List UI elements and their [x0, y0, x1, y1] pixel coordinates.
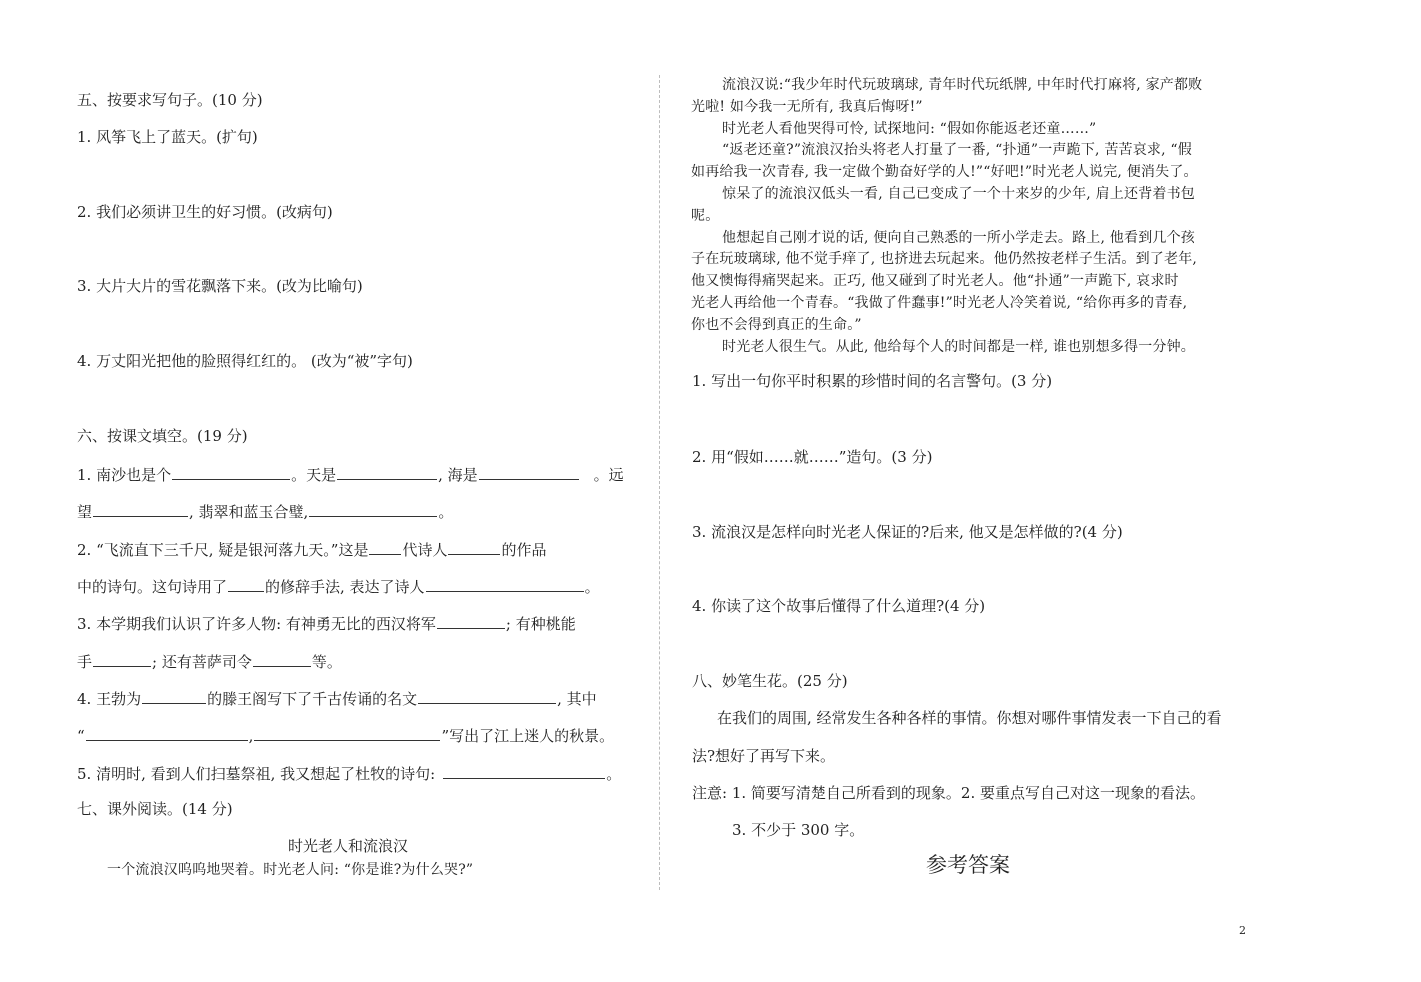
blank[interactable]: [93, 650, 151, 667]
blank[interactable]: [443, 762, 605, 779]
section5-heading: 五、按要求写句子。(10 分): [77, 91, 263, 109]
blank[interactable]: [309, 500, 437, 517]
blank[interactable]: [142, 687, 206, 704]
s5-item-2: 2. 我们必须讲卫生的好习惯。(改病句): [77, 203, 333, 221]
s6-q2-line2: 中的诗句。这句诗用了 的修辞手法, 表达了诗人 。: [77, 575, 600, 597]
blank[interactable]: [93, 500, 188, 517]
blank[interactable]: [253, 650, 311, 667]
s7-question-2: 2. 用“假如……就……”造句。(3 分): [692, 448, 933, 466]
s6-q3-line2: 手 ; 还有菩萨司令 等。: [77, 650, 342, 672]
s6-q5-line1: 5. 清明时, 看到人们扫墓祭祖, 我又想起了杜牧的诗句: 。: [77, 762, 621, 784]
blank[interactable]: [172, 463, 290, 480]
left-column: [0, 0, 660, 982]
blank[interactable]: [448, 538, 500, 555]
blank[interactable]: [479, 463, 579, 480]
section8-heading: 八、妙笔生花。(25 分): [692, 672, 848, 690]
blank[interactable]: [337, 463, 437, 480]
right-column: [662, 0, 1421, 982]
s7-question-3: 3. 流浪汉是怎样向时光老人保证的?后来, 他又是怎样做的?(4 分): [692, 523, 1123, 541]
s8-prompt-line2: 法?想好了再写下来。: [692, 747, 836, 765]
section6-heading: 六、按课文填空。(19 分): [77, 427, 248, 445]
blank[interactable]: [254, 724, 440, 741]
s6-q3-line1: 3. 本学期我们认识了许多人物: 有神勇无比的西汉将军 ; 有种桃能: [77, 612, 576, 634]
section7-heading: 七、课外阅读。(14 分): [77, 800, 233, 818]
blank[interactable]: [426, 575, 584, 592]
s6-q1-line1: 1. 南沙也是个 。天是 , 海是 。远: [77, 463, 624, 485]
s8-note-1: 注意: 1. 简要写清楚自己所看到的现象。2. 要重点写自己对这一现象的看法。: [692, 784, 1205, 802]
s8-note-2: 3. 不少于 300 字。: [732, 821, 865, 839]
story-first-line: 一个流浪汉呜呜地哭着。时光老人问: “你是谁?为什么哭?”: [107, 862, 474, 878]
blank[interactable]: [437, 612, 505, 629]
blank[interactable]: [369, 538, 401, 555]
s6-q1-line2: 望 , 翡翠和蓝玉合璧, 。: [77, 500, 453, 522]
s7-question-4: 4. 你读了这个故事后懂得了什么道理?(4 分): [692, 597, 986, 615]
story-continued: 流浪汉说:“我少年时代玩玻璃球, 青年时代玩纸牌, 中年时代打麻将, 家产都败 光啦! 如今我一无所有, 我真后悔呀!” 时光老人看他哭得可怜, 试探地问: “假如你能返老还童……” “返老还童?”流浪汉抬头将老人打量了一番, “扑通”一声跪下, 苦苦哀求, “假 如再给我一次青春, 我一定做个勤奋好学的人!”“好吧!”时光老人说完, 便消失了。 惊呆了的流浪汉低头一看, 自己已变成了一个十来岁的少年, 肩上还背着书包 呢。 他想起自己刚才说的话, 便向自己熟悉的一所小学走去。路上, 他看到几个孩 子在玩玻璃球, 他不觉手痒了, 也挤进去玩起来。他仍然按老样子生活。到了老年, 他又懊悔得痛哭起来。正巧, 他又碰到了时光老人。他“扑通”一声跪下, 哀求时 光老人再给他一个青春。“我做了件蠢事!”时光老人冷笑着说, “给你再多的青春, 你也不会得到真正的生命。” 时光老人很生气。从此, 他给每个人的时间都是一样, 谁也别想多得一分钟。: [691, 77, 1203, 355]
s5-item-1: 1. 风筝飞上了蓝天。(扩句): [77, 128, 258, 146]
answer-title: 参考答案: [926, 853, 1010, 877]
page-number: 2: [1239, 924, 1246, 937]
s6-q4-line1: 4. 王勃为 的滕王阁写下了千古传诵的名文 , 其中: [77, 687, 597, 709]
s6-q4-line2: “ , ”写出了江上迷人的秋景。: [77, 724, 614, 746]
s5-item-3: 3. 大片大片的雪花飘落下来。(改为比喻句): [77, 277, 363, 295]
blank[interactable]: [418, 687, 556, 704]
blank[interactable]: [86, 724, 248, 741]
story-title: 时光老人和流浪汉: [288, 837, 409, 855]
s6-q2-line1: 2. “飞流直下三千尺, 疑是银河落九天。”这是 代诗人 的作品: [77, 538, 547, 560]
s5-item-4: 4. 万丈阳光把他的脸照得红红的。 (改为“被”字句): [77, 352, 413, 370]
s7-question-1: 1. 写出一句你平时积累的珍惜时间的名言警句。(3 分): [692, 372, 1053, 390]
s8-prompt-line1: 在我们的周围, 经常发生各种各样的事情。你想对哪件事情发表一下自己的看: [717, 709, 1222, 727]
blank[interactable]: [228, 575, 264, 592]
